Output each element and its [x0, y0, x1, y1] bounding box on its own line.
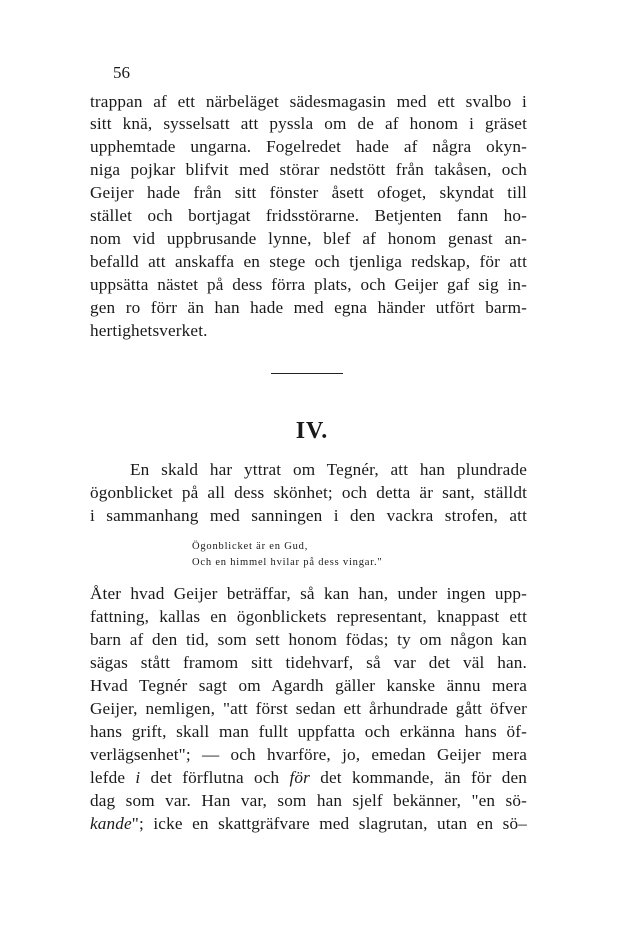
text-line: sitt knä, sysselsatt att pyssla om de af honom i gräset: [90, 114, 527, 133]
text-line: trappan af ett närbeläget sädesmagasin med ett svalbo i: [90, 92, 527, 111]
text-line: fattning, kallas en ögonblickets representant, knappast ett: [90, 607, 527, 626]
quote-line: Ögonblicket är en Gud,: [192, 541, 309, 552]
text-line: dag som var. Han var, som han sjelf bekänner, "en sö-: [90, 791, 527, 810]
text-line: stället och bortjagat fridsstörarne. Betjenten fann ho-: [90, 206, 527, 225]
text-line: verlägsenhet"; — och hvarföre, jo, emedan Geijer mera: [90, 745, 527, 764]
quote-line: Och en himmel hvilar på dess vingar.": [192, 557, 383, 568]
text-line: Geijer, nemligen, "att först sedan ett århundrade gått öfver: [90, 699, 527, 718]
section-heading: IV.: [295, 418, 329, 444]
text-line: barn af den tid, som sett honom födas; ty om någon kan: [90, 630, 527, 649]
text-line: uppsätta nästet på dess förra plats, och Geijer gaf sig in-: [90, 275, 527, 294]
text-line: hans grift, skall man fullt uppfatta och erkänna hans öf-: [90, 722, 527, 741]
italic-word: för: [289, 768, 311, 787]
text-line: befalld att anskaffa en stege och tjenliga redskap, för att: [90, 252, 527, 271]
text-span: det förflutna och: [140, 768, 290, 787]
text-line: Geijer hade från sitt fönster åsett ofoget, skyndat till: [90, 183, 527, 202]
text-line: Hvad Tegnér sagt om Agardh gäller kanske ännu mera: [90, 676, 527, 695]
italic-word: i: [135, 768, 141, 787]
text-line: [90, 767, 527, 789]
italic-word: kande: [90, 814, 132, 833]
text-line: En skald har yttrat om Tegnér, att han plundrade: [130, 460, 527, 479]
text-line: Åter hvad Geijer beträffar, så kan han, under ingen upp-: [90, 584, 527, 603]
text-line: niga pojkar blifvit med störar nedstött från takåsen, och: [90, 160, 527, 179]
text-span: "; icke en skattgräfvare med slagrutan, utan en sö–: [131, 814, 527, 833]
text-line: nom vid uppbrusande lynne, blef af honom genast an-: [90, 229, 527, 248]
text-line: upphemtade ungarna. Fogelredet hade af några okyn-: [90, 137, 527, 156]
text-line: [90, 813, 527, 835]
text-line: ögonblicket på all dess skönhet; och detta är sant, ställdt: [90, 483, 527, 502]
text-line: gen ro förr än han hade med egna händer utfört barm-: [90, 298, 527, 317]
text-span: det kommande, än för den: [310, 768, 528, 787]
text-line: hertighetsverket.: [90, 321, 208, 340]
text-line: i sammanhang med sanningen i den vackra strofen, att: [90, 506, 527, 525]
text-line: sägas stått framom sitt tidehvarf, så var det väl han.: [90, 653, 527, 672]
section-divider: [271, 373, 343, 374]
page-number: 56: [113, 63, 130, 82]
text-span: lefde: [90, 768, 136, 787]
